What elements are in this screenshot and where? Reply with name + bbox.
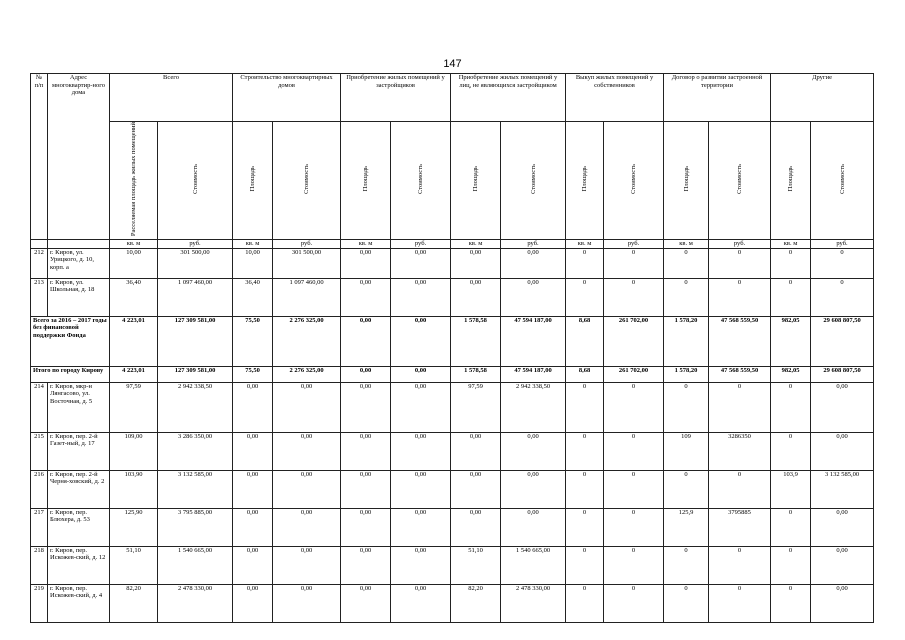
cell-area: 0 [771, 382, 811, 432]
cell-cost: 1 097 460,00 [158, 278, 233, 316]
cell-area: 0,00 [233, 546, 273, 584]
cell-area: 0,00 [341, 470, 391, 508]
unit-rub: руб. [709, 239, 771, 248]
unit-rub: руб. [811, 239, 874, 248]
cell-cost: 1 540 665,00 [158, 546, 233, 584]
cell-area: 125,9 [664, 508, 709, 546]
row-address: г. Киров, ул. Урицкого, д. 10, корп. а [48, 248, 110, 278]
subheader-area: Площадь [664, 122, 709, 240]
row-number: 215 [31, 432, 48, 470]
table-row [31, 248, 874, 278]
cell-area: 82,20 [451, 584, 501, 622]
cell-area: 0,00 [341, 316, 391, 366]
row-address: г. Киров, пер. 2-й Черня-ховский, д. 2 [48, 470, 110, 508]
table-row [31, 508, 874, 546]
unit-rub: руб. [273, 239, 341, 248]
cell-area: 51,10 [110, 546, 158, 584]
cell-area: 0,00 [451, 470, 501, 508]
cell-area: 0 [664, 546, 709, 584]
summary-label: Итого по городу Кирову [31, 366, 110, 382]
unit-sqm: кв. м [110, 239, 158, 248]
cell-cost: 0,00 [391, 316, 451, 366]
cell-cost: 0 [604, 546, 664, 584]
cell-cost: 0,00 [811, 546, 874, 584]
cell-area: 1 578,20 [664, 366, 709, 382]
cell-cost: 0,00 [501, 470, 566, 508]
cell-area: 0 [566, 546, 604, 584]
cell-area: 0 [566, 382, 604, 432]
cell-area: 0,00 [341, 546, 391, 584]
table-row [31, 432, 874, 470]
cell-area: 8,68 [566, 316, 604, 366]
cell-cost: 29 608 807,50 [811, 366, 874, 382]
cell-area: 103,9 [771, 470, 811, 508]
cell-cost: 0,00 [501, 278, 566, 316]
units-row [31, 239, 874, 248]
cell-cost: 0 [709, 248, 771, 278]
cell-area: 51,10 [451, 546, 501, 584]
cell-cost: 301 500,00 [158, 248, 233, 278]
cell-cost: 0,00 [501, 508, 566, 546]
cell-cost: 3 795 885,00 [158, 508, 233, 546]
unit-sqm: кв. м [341, 239, 391, 248]
cell-cost: 0 [709, 470, 771, 508]
cell-cost: 3795885 [709, 508, 771, 546]
cell-area: 0,00 [341, 366, 391, 382]
cell-cost: 47 568 559,50 [709, 366, 771, 382]
unit-rub: руб. [391, 239, 451, 248]
cell-area: 4 223,01 [110, 316, 158, 366]
cell-area: 0 [566, 508, 604, 546]
table-row [31, 366, 874, 382]
cell-cost: 0 [604, 508, 664, 546]
cell-area: 0 [566, 432, 604, 470]
table-row [31, 316, 874, 366]
cell-area: 10,00 [110, 248, 158, 278]
header-row-subcolumns [31, 122, 874, 240]
cell-area: 0,00 [341, 432, 391, 470]
cell-area: 0,00 [451, 278, 501, 316]
table-row [31, 278, 874, 316]
cell-area: 0 [771, 584, 811, 622]
unit-sqm: кв. м [233, 239, 273, 248]
cell-area: 97,59 [451, 382, 501, 432]
cell-area: 36,40 [233, 278, 273, 316]
cell-cost: 3 132 585,00 [158, 470, 233, 508]
subheader-cost: Стоимость [501, 122, 566, 240]
cell-area: 1 578,58 [451, 316, 501, 366]
cell-area: 0 [664, 382, 709, 432]
cell-area: 0,00 [451, 432, 501, 470]
row-number: 219 [31, 584, 48, 622]
header-address: Адрес многоквартир-ного дома [48, 74, 110, 240]
cell-area: 0 [771, 546, 811, 584]
row-number: 214 [31, 382, 48, 432]
cell-cost: 0,00 [391, 584, 451, 622]
cell-area: 0 [664, 584, 709, 622]
cell-cost: 0 [709, 278, 771, 316]
cell-area: 10,00 [233, 248, 273, 278]
row-address: г. Киров, ул. Школьная, д. 18 [48, 278, 110, 316]
cell-cost: 0,00 [391, 248, 451, 278]
cell-area: 36,40 [110, 278, 158, 316]
cell-area: 0,00 [451, 508, 501, 546]
subheader-resettled-area: Расселяемая площадь жилых помещений [110, 122, 158, 240]
cell-cost: 0,00 [391, 382, 451, 432]
cell-cost: 301 500,00 [273, 248, 341, 278]
cell-cost: 0,00 [391, 546, 451, 584]
cell-cost: 0,00 [273, 382, 341, 432]
cell-cost: 0,00 [501, 248, 566, 278]
cell-cost: 0,00 [811, 382, 874, 432]
cell-cost: 2 942 338,50 [501, 382, 566, 432]
cell-area: 0 [771, 432, 811, 470]
cell-cost: 3286350 [709, 432, 771, 470]
cell-area: 0,00 [341, 248, 391, 278]
cell-cost: 0 [604, 382, 664, 432]
cell-cost: 47 594 187,00 [501, 366, 566, 382]
cell-area: 109,00 [110, 432, 158, 470]
cell-area: 0,00 [233, 508, 273, 546]
cell-cost: 127 309 581,00 [158, 366, 233, 382]
cell-cost: 47 594 187,00 [501, 316, 566, 366]
row-address: г. Киров, пер. Блюхера, д. 53 [48, 508, 110, 546]
cell-area: 97,59 [110, 382, 158, 432]
unit-sqm: кв. м [566, 239, 604, 248]
cell-area: 0 [771, 278, 811, 316]
unit-sqm: кв. м [451, 239, 501, 248]
cell-cost: 0,00 [391, 508, 451, 546]
cell-cost: 127 309 581,00 [158, 316, 233, 366]
header-group-buyout: Выкуп жилых помещений у собственников [566, 74, 664, 122]
cell-cost: 2 942 338,50 [158, 382, 233, 432]
cell-area: 4 223,01 [110, 366, 158, 382]
subheader-cost: Стоимость [604, 122, 664, 240]
cell-area: 0,00 [233, 432, 273, 470]
subheader-cost: Стоимость [158, 122, 233, 240]
unit-rub: руб. [604, 239, 664, 248]
cell-area: 125,90 [110, 508, 158, 546]
cell-cost: 0,00 [273, 508, 341, 546]
cell-cost: 3 286 350,00 [158, 432, 233, 470]
cell-cost: 29 608 807,50 [811, 316, 874, 366]
header-row-groups [31, 74, 874, 122]
cell-cost: 3 132 585,00 [811, 470, 874, 508]
subheader-area: Площадь [451, 122, 501, 240]
cell-area: 1 578,58 [451, 366, 501, 382]
cell-area: 1 578,20 [664, 316, 709, 366]
cell-area: 0,00 [233, 382, 273, 432]
subheader-area: Площадь [771, 122, 811, 240]
cell-area: 8,68 [566, 366, 604, 382]
cell-area: 82,20 [110, 584, 158, 622]
row-address: г. Киров, пер. 2-й Газет-ный, д. 17 [48, 432, 110, 470]
cell-area: 0 [664, 248, 709, 278]
cell-area: 0,00 [451, 248, 501, 278]
cell-area: 0 [664, 278, 709, 316]
cell-cost: 261 702,00 [604, 366, 664, 382]
subheader-cost: Стоимость [391, 122, 451, 240]
cell-cost: 2 276 325,00 [273, 366, 341, 382]
row-number: 213 [31, 278, 48, 316]
row-number: 217 [31, 508, 48, 546]
cell-area: 0 [771, 248, 811, 278]
header-group-total: Всего [110, 74, 233, 122]
cell-area: 109 [664, 432, 709, 470]
header-group-developers: Приобретение жилых помещений у застройщиков [341, 74, 451, 122]
unit-sqm: кв. м [771, 239, 811, 248]
unit-rub: руб. [158, 239, 233, 248]
cell-area: 0 [566, 278, 604, 316]
row-number: 216 [31, 470, 48, 508]
cell-cost: 0,00 [391, 470, 451, 508]
header-group-other: Другие [771, 74, 874, 122]
cell-cost: 0 [811, 278, 874, 316]
cell-cost: 0,00 [273, 470, 341, 508]
cell-area: 75,50 [233, 366, 273, 382]
row-number: 218 [31, 546, 48, 584]
unit-sqm: кв. м [664, 239, 709, 248]
header-num: № п/п [31, 74, 48, 240]
summary-label: Всего за 2016 – 2017 годы без финансовой поддержки Фонда [31, 316, 110, 366]
page-number: 147 [443, 58, 462, 70]
row-number: 212 [31, 248, 48, 278]
row-address: г. Киров, пер. Искожев-ский, д. 12 [48, 546, 110, 584]
cell-cost: 1 097 460,00 [273, 278, 341, 316]
cell-cost: 0,00 [391, 366, 451, 382]
cell-area: 0 [566, 584, 604, 622]
subheader-cost: Стоимость [811, 122, 874, 240]
subheader-area: Площадь [566, 122, 604, 240]
cell-area: 982,05 [771, 316, 811, 366]
cell-cost: 0 [604, 584, 664, 622]
table-row [31, 382, 874, 432]
resettlement-table [30, 73, 874, 623]
cell-area: 0,00 [341, 278, 391, 316]
cell-cost: 0,00 [273, 546, 341, 584]
cell-cost: 0 [709, 382, 771, 432]
cell-cost: 2 478 330,00 [158, 584, 233, 622]
cell-area: 0,00 [341, 584, 391, 622]
table-body [31, 248, 874, 622]
cell-cost: 0,00 [811, 508, 874, 546]
subheader-area: Площадь [233, 122, 273, 240]
cell-area: 0,00 [341, 382, 391, 432]
cell-area: 75,50 [233, 316, 273, 366]
cell-cost: 0 [709, 584, 771, 622]
cell-cost: 2 276 325,00 [273, 316, 341, 366]
cell-cost: 0 [604, 248, 664, 278]
cell-cost: 261 702,00 [604, 316, 664, 366]
table-row [31, 546, 874, 584]
cell-cost: 0,00 [391, 432, 451, 470]
table-row [31, 470, 874, 508]
cell-cost: 47 568 559,50 [709, 316, 771, 366]
cell-area: 0,00 [341, 508, 391, 546]
header-group-non-developers: Приобретение жилых помещений у лиц, не являющихся застройщиком [451, 74, 566, 122]
cell-cost: 0,00 [273, 432, 341, 470]
subheader-cost: Стоимость [273, 122, 341, 240]
subheader-area: Площадь [341, 122, 391, 240]
cell-cost: 0,00 [273, 584, 341, 622]
cell-area: 0,00 [233, 470, 273, 508]
cell-cost: 0 [709, 546, 771, 584]
cell-cost: 1 540 665,00 [501, 546, 566, 584]
cell-cost: 0 [604, 278, 664, 316]
row-address: г. Киров, мкр-н Лянгасово, ул. Восточная, д. 5 [48, 382, 110, 432]
cell-area: 0 [566, 470, 604, 508]
cell-cost: 0,00 [811, 432, 874, 470]
cell-area: 0 [664, 470, 709, 508]
cell-cost: 0,00 [811, 584, 874, 622]
cell-cost: 0,00 [501, 432, 566, 470]
subheader-cost: Стоимость [709, 122, 771, 240]
cell-cost: 2 478 330,00 [501, 584, 566, 622]
table-row [31, 584, 874, 622]
cell-area: 0,00 [233, 584, 273, 622]
header-group-construction: Строительство многоквартирных домов [233, 74, 341, 122]
cell-area: 982,05 [771, 366, 811, 382]
cell-cost: 0,00 [391, 278, 451, 316]
unit-rub: руб. [501, 239, 566, 248]
cell-cost: 0 [604, 470, 664, 508]
cell-area: 103,90 [110, 470, 158, 508]
cell-area: 0 [771, 508, 811, 546]
row-address: г. Киров, пер. Искожев-ский, д. 4 [48, 584, 110, 622]
cell-cost: 0 [604, 432, 664, 470]
cell-area: 0 [566, 248, 604, 278]
header-group-development-contract: Договор о развитии застроенной территории [664, 74, 771, 122]
cell-cost: 0 [811, 248, 874, 278]
